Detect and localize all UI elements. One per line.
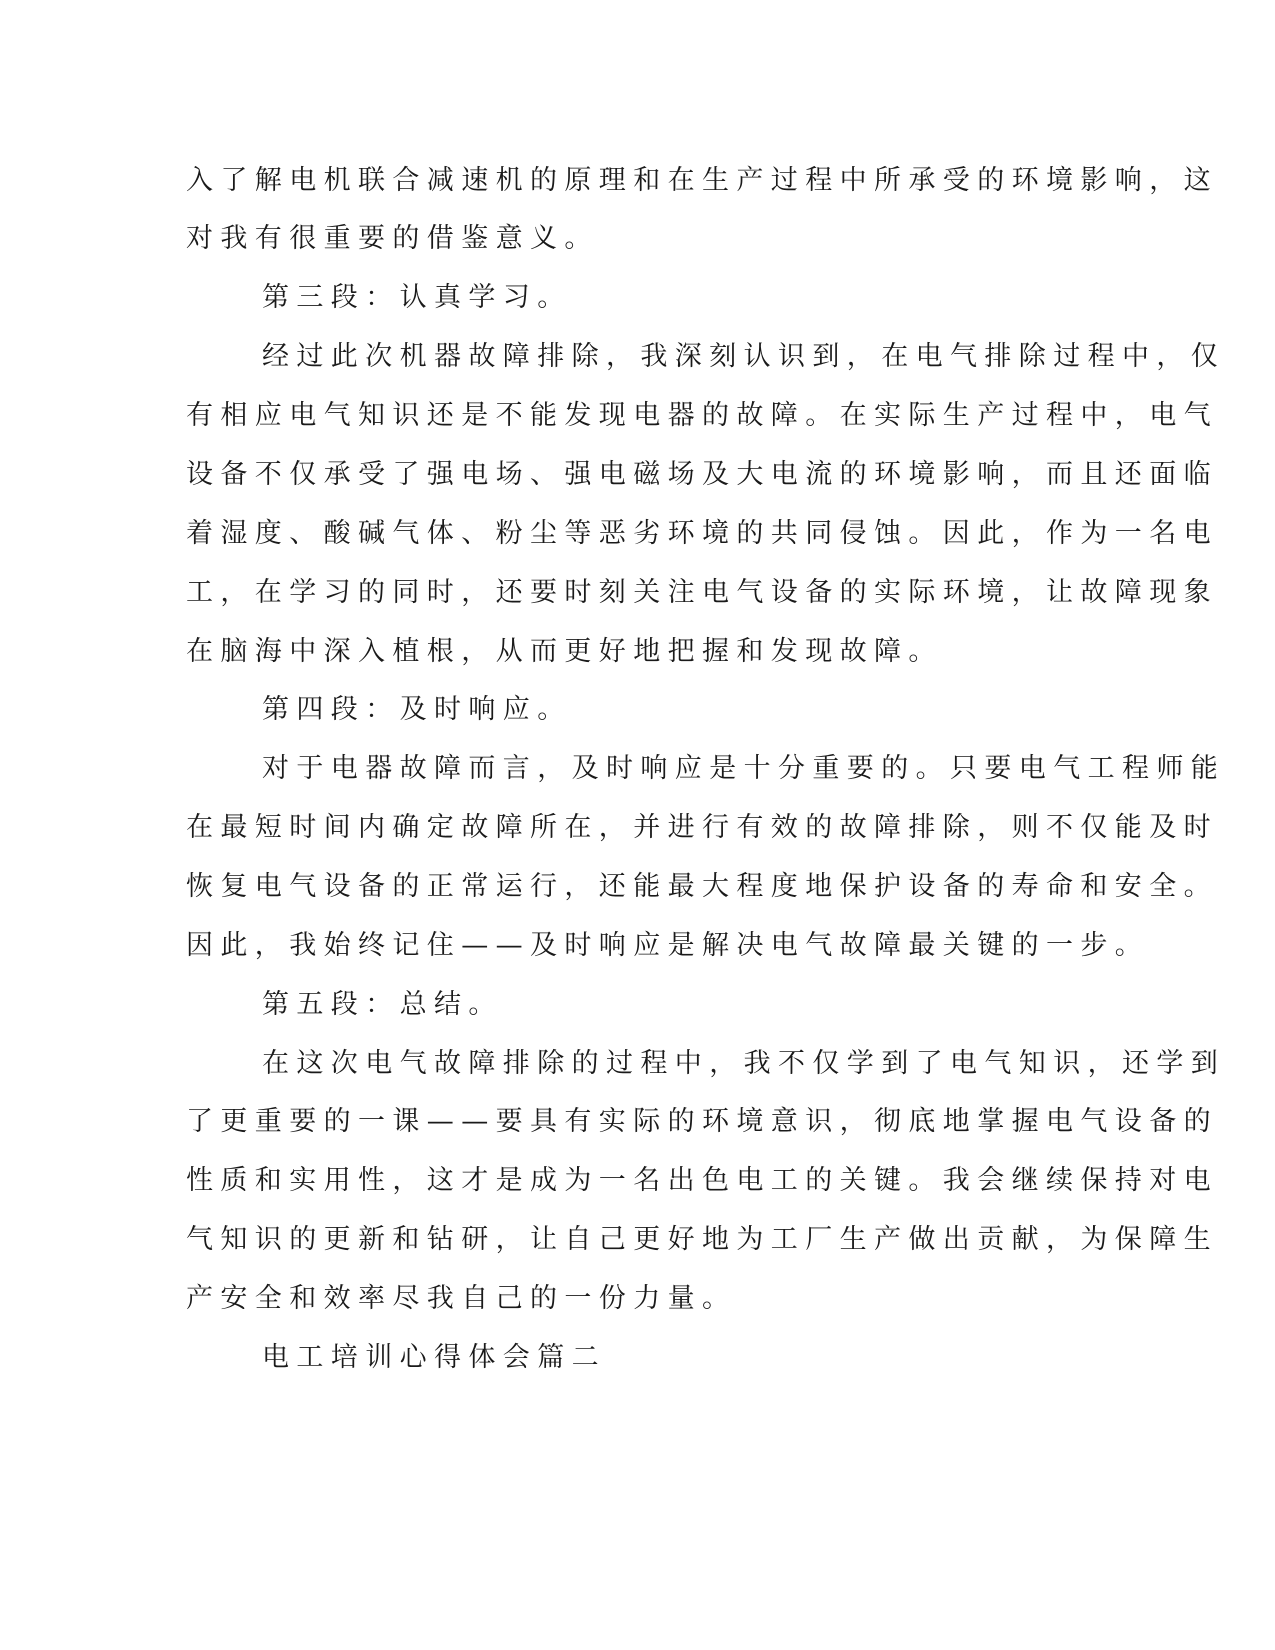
text-line: 经过此次机器故障排除，我深刻认识到，在电气排除过程中，仅	[262, 341, 1226, 372]
text-line: 对于电器故障而言，及时响应是十分重要的。只要电气工程师能	[262, 753, 1226, 784]
text-line: 在最短时间内确定故障所在，并进行有效的故障排除，则不仅能及时	[186, 812, 1218, 843]
text-line: 着湿度、酸碱气体、粉尘等恶劣环境的共同侵蚀。因此，作为一名电	[186, 518, 1218, 549]
text-line: 在脑海中深入植根，从而更好地把握和发现故障。	[186, 636, 943, 667]
text-line: 性质和实用性，这才是成为一名出色电工的关键。我会继续保持对电	[186, 1165, 1218, 1196]
text-line: 工，在学习的同时，还要时刻关注电气设备的实际环境，让故障现象	[186, 577, 1218, 608]
text-line: 入了解电机联合减速机的原理和在生产过程中所承受的环境影响，这	[186, 165, 1218, 196]
text-line: 有相应电气知识还是不能发现电器的故障。在实际生产过程中，电气	[186, 400, 1218, 431]
section-heading: 第五段：总结。	[262, 989, 503, 1020]
section-heading: 第四段：及时响应。	[262, 694, 572, 725]
text-line: 产安全和效率尽我自己的一份力量。	[186, 1283, 737, 1314]
text-line: 气知识的更新和钻研，让自己更好地为工厂生产做出贡献，为保障生	[186, 1224, 1218, 1255]
text-line: 了更重要的一课——要具有实际的环境意识，彻底地掌握电气设备的	[186, 1106, 1218, 1137]
text-line: 对我有很重要的借鉴意义。	[186, 223, 599, 254]
text-line: 在这次电气故障排除的过程中，我不仅学到了电气知识，还学到	[262, 1048, 1226, 1079]
text-line: 设备不仅承受了强电场、强电磁场及大电流的环境影响，而且还面临	[186, 459, 1218, 490]
text-line: 恢复电气设备的正常运行，还能最大程度地保护设备的寿命和安全。	[186, 871, 1218, 902]
section-heading: 第三段：认真学习。	[262, 282, 572, 313]
article-title: 电工培训心得体会篇二	[262, 1342, 606, 1373]
text-line: 因此，我始终记住——及时响应是解决电气故障最关键的一步。	[186, 930, 1150, 961]
